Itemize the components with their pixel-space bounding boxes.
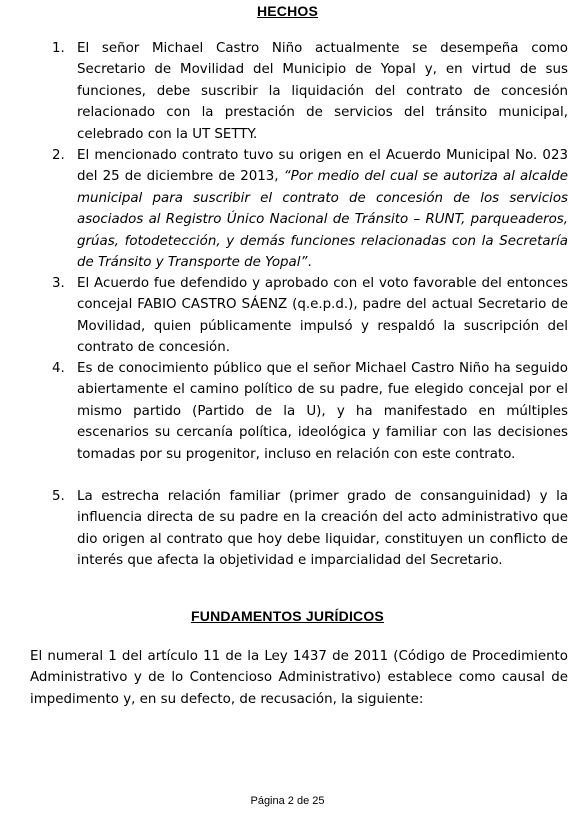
list-item-text-prefix: El mencionado contrato tuvo su origen en el Acuerdo Municipal No. 023 del 25 de diciembre de 2013, xyxy=(77,148,568,185)
section-heading-fundamentos: FUNDAMENTOS JURÍDICOS xyxy=(191,608,384,624)
list-item-text: La estrecha relación familiar (primer grado de consanguinidad) y la influencia directa de su padre en la creación del acto administrativo que dio origen al contrato que hoy debe liquidar, constituyen un conflicto de interés que afecta la objetividad e imparcialidad del Secretario. xyxy=(77,489,568,569)
list-item xyxy=(52,358,568,465)
list-item-text: Es de conocimiento público que el señor Michael Castro Niño ha seguido abiertamente el camino político de su padre, fue elegido concejal por el mismo partido (Partido de la U), y ha manifestado en múltiples escenarios su cercanía política, ideológica y familiar con las decisiones tomadas por su progenitor, incluso en relación con este contrato. xyxy=(77,361,568,462)
section-heading-hechos: HECHOS xyxy=(256,3,319,19)
list-item-number: 2. xyxy=(52,148,65,163)
list-item-number: 3. xyxy=(52,276,65,291)
list-item-number: 4. xyxy=(52,361,65,376)
page-number-footer: Página 2 de 25 xyxy=(250,795,325,807)
quoted-title: “Por medio del cual se autoriza al alcalde municipal para suscribir el contrato de concesión de los servicios asociados al Registro Único Nacional de Tránsito – RUNT, parqueaderos, grúas, fotodetección, y demás funciones relacionadas con la Secretaría de Tránsito y Transporte de Yopal” xyxy=(77,169,568,271)
list-item xyxy=(52,273,568,359)
list-item xyxy=(52,486,568,572)
list-item-text: El Acuerdo fue defendido y aprobado con el voto favorable del entonces concejal FABIO CASTRO SÁENZ (q.e.p.d.), padre del actual Secretario de Movilidad, quien públicamente impulsó y respaldó la suscripción del contrato de concesión. xyxy=(77,276,568,356)
list-item-number: 1. xyxy=(52,41,65,56)
list-item-text-suffix: . xyxy=(307,255,312,271)
list-item xyxy=(52,38,568,145)
list-item-text xyxy=(77,145,568,273)
body-paragraph: El numeral 1 del artículo 11 de la Ley 1437 de 2011 (Código de Procedimiento Administrativo y de lo Contencioso Administrativo) establece como causal de impedimento y, en su defecto, de recusación, la siguiente: xyxy=(30,649,568,707)
list-item-number: 5. xyxy=(52,489,65,504)
list-item-text: El señor Michael Castro Niño actualmente se desempeña como Secretario de Movilidad del Municipio de Yopal y, en virtud de sus funciones, debe suscribir la liquidación del contrato de concesión relacionado con la prestación de servicios del tránsito municipal, celebrado con la UT SETTY. xyxy=(77,41,568,142)
list-item xyxy=(52,145,568,273)
